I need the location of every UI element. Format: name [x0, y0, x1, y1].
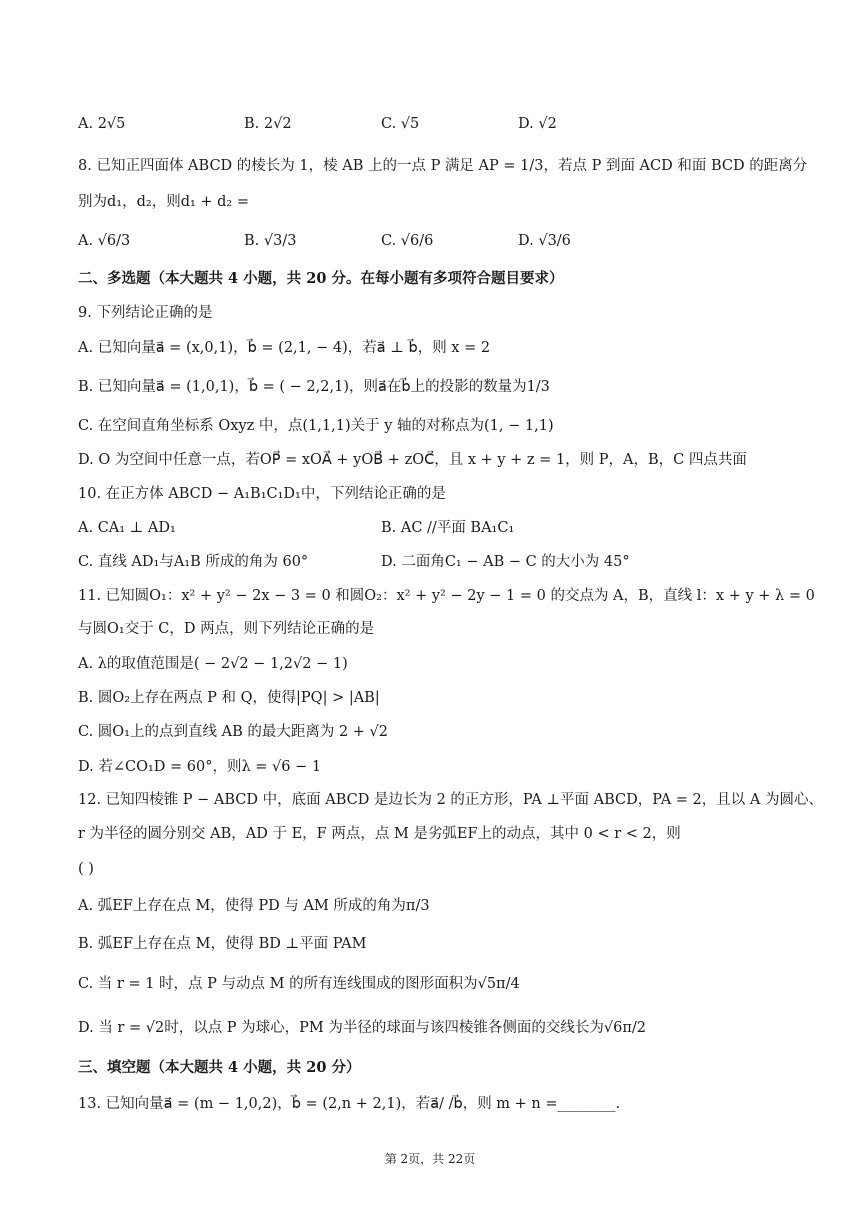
q8-stem-line2: 别为d₁，d₂，则d₁ + d₂ =: [78, 194, 250, 210]
q12-option-b: B. 弧EF上存在点 M，使得 BD ⊥平面 PAM: [78, 936, 367, 952]
q12-option-d: D. 当 r = √2时，以点 P 为球心，PM 为半径的球面与该四棱锥各侧面的交线长为√6π/2: [78, 1020, 646, 1036]
q12-option-a: A. 弧EF上存在点 M，使得 PD 与 AM 所成的角为π/3: [78, 898, 430, 914]
q10-option-b: B. AC //平面 BA₁C₁: [381, 520, 515, 536]
q7-option-d: D. √2: [518, 116, 557, 132]
q7-option-a: A. 2√5: [78, 116, 126, 132]
q13-stem: 13. 已知向量a⃗ = (m − 1,0,2)，b⃗ = (2,n + 2,1)，若a⃗/ /b⃗，则 m + n =________.: [78, 1096, 621, 1112]
q10-stem: 10. 在正方体 ABCD − A₁B₁C₁D₁中，下列结论正确的是: [78, 486, 446, 502]
q8-option-d: D. √3/6: [518, 233, 571, 249]
q7-option-b: B. 2√2: [244, 116, 292, 132]
q12-stem-line2: r 为半径的圆分别交 AB，AD 于 E，F 两点，点 M 是劣弧EF上的动点，其中 0 < r < 2，则: [78, 826, 681, 842]
q9-option-b: B. 已知向量a⃗ = (1,0,1)，b⃗ = ( − 2,2,1)，则a⃗在b⃗上的投影的数量为1/3: [78, 379, 550, 395]
q7-option-c: C. √5: [381, 116, 420, 132]
q10-option-a: A. CA₁ ⊥ AD₁: [78, 520, 176, 536]
section-3-heading: 三、填空题（本大题共 4 小题，共 20 分）: [78, 1059, 361, 1076]
q11-stem-line1: 11. 已知圆O₁：x² + y² − 2x − 3 = 0 和圆O₂：x² + y² − 2y − 1 = 0 的交点为 A，B，直线 l：x + y + λ = 0: [78, 588, 815, 604]
q12-answer-paren: ( ): [78, 861, 94, 877]
q11-option-b: B. 圆O₂上存在两点 P 和 Q，使得|PQ| > |AB|: [78, 690, 380, 706]
q8-option-c: C. √6/6: [381, 233, 434, 249]
q11-option-a: A. λ的取值范围是( − 2√2 − 1,2√2 − 1): [78, 656, 348, 672]
q11-option-d: D. 若∠CO₁D = 60°，则λ = √6 − 1: [78, 759, 322, 775]
q10-option-c: C. 直线 AD₁与A₁B 所成的角为 60°: [78, 554, 309, 570]
q11-stem-line2: 与圆O₁交于 C，D 两点，则下列结论正确的是: [78, 621, 375, 637]
section-2-heading: 二、多选题（本大题共 4 小题，共 20 分。在每小题有多项符合题目要求）: [78, 270, 564, 287]
q9-option-c: C. 在空间直角坐标系 Oxyz 中，点(1,1,1)关于 y 轴的对称点为(1, − 1,1): [78, 418, 554, 434]
q9-option-d: D. O 为空间中任意一点，若OP⃗ = xOA⃗ + yOB⃗ + zOC⃗，且 x + y + z = 1，则 P，A，B，C 四点共面: [78, 452, 747, 468]
q12-option-c: C. 当 r = 1 时，点 P 与动点 M 的所有连线围成的图形面积为√5π/4: [78, 976, 520, 992]
q8-option-b: B. √3/3: [244, 233, 297, 249]
q10-option-d: D. 二面角C₁ − AB − C 的大小为 45°: [381, 554, 630, 570]
q8-stem-line1: 8. 已知正四面体 ABCD 的棱长为 1，棱 AB 上的一点 P 满足 AP = 1/3，若点 P 到面 ACD 和面 BCD 的距离分: [78, 158, 808, 174]
q9-option-a: A. 已知向量a⃗ = (x,0,1)，b⃗ = (2,1, − 4)，若a⃗ ⊥ b⃗，则 x = 2: [78, 340, 491, 356]
page-footer: 第 2页，共 22页: [384, 1152, 476, 1166]
q11-option-c: C. 圆O₁上的点到直线 AB 的最大距离为 2 + √2: [78, 724, 389, 740]
q9-stem: 9. 下列结论正确的是: [78, 305, 213, 321]
q12-stem-line1: 12. 已知四棱锥 P − ABCD 中，底面 ABCD 是边长为 2 的正方形，PA ⊥平面 ABCD，PA = 2，且以 A 为圆心、: [78, 792, 823, 808]
q8-option-a: A. √6/3: [78, 233, 131, 249]
